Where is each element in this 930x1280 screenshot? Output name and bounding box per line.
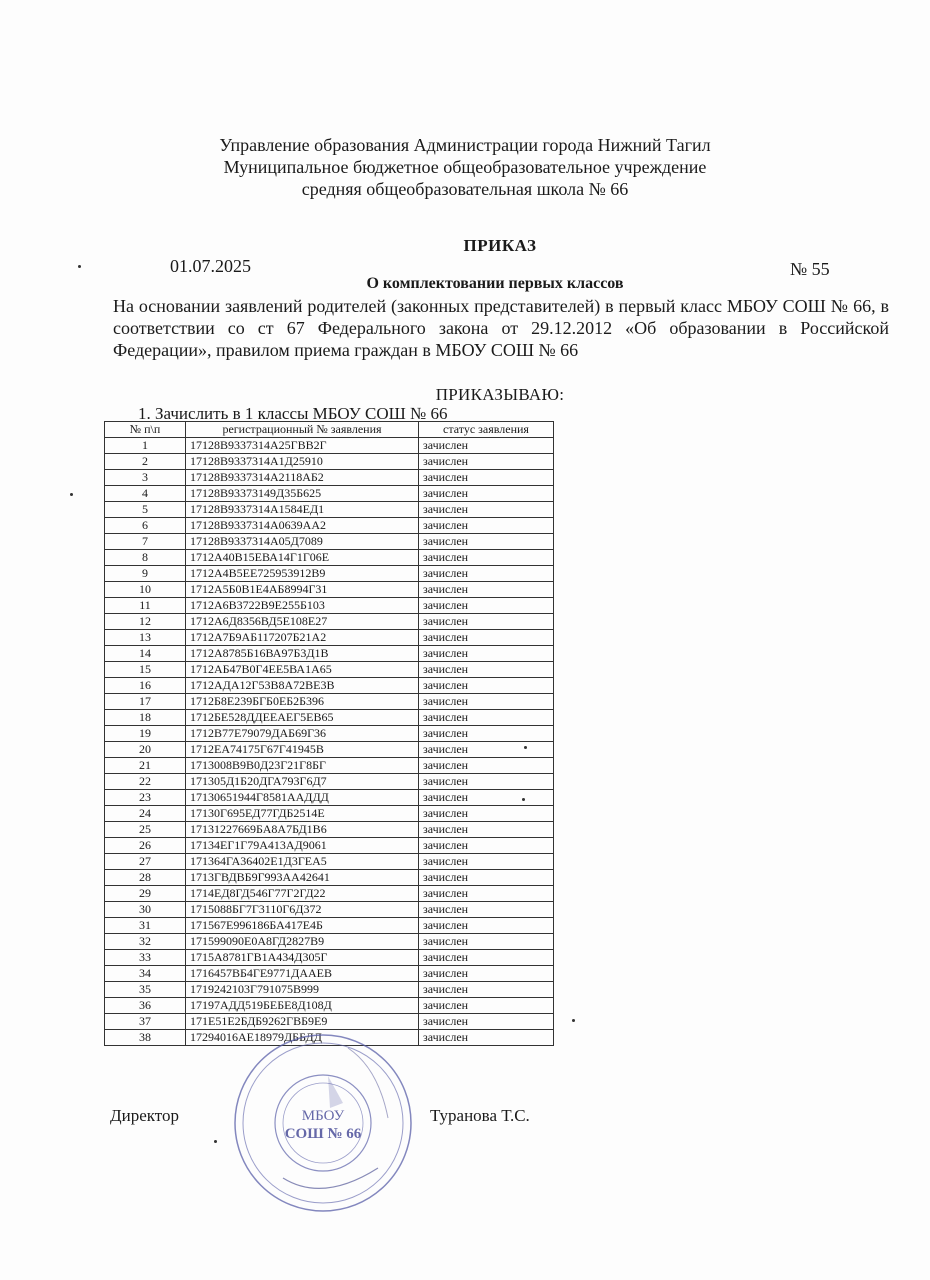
row-number: 25 <box>105 822 186 838</box>
table-row <box>105 662 554 678</box>
row-number: 14 <box>105 646 186 662</box>
table-row <box>105 966 554 982</box>
row-number: 7 <box>105 534 186 550</box>
table-row <box>105 534 554 550</box>
school-stamp-seal <box>228 1028 418 1218</box>
order-date: 01.07.2025 <box>170 256 251 276</box>
row-status: зачислен <box>419 822 554 838</box>
row-number: 30 <box>105 902 186 918</box>
table-row <box>105 774 554 790</box>
table-row <box>105 486 554 502</box>
row-status: зачислен <box>419 902 554 918</box>
table-row <box>105 694 554 710</box>
row-number: 28 <box>105 870 186 886</box>
row-registration-number: 17197АДД519БЕБЕ8Д108Д <box>186 998 419 1014</box>
table-row <box>105 742 554 758</box>
table-row <box>105 822 554 838</box>
row-registration-number: 171364ГА36402Е1Д3ГЕА5 <box>186 854 419 870</box>
row-registration-number: 1714ЕД8ГД546Г77Г2ГД22 <box>186 886 419 902</box>
row-registration-number: 1712АДА12Г53В8А72ВЕ3В <box>186 678 419 694</box>
table-row <box>105 454 554 470</box>
enrollment-table-wrapper <box>104 421 554 1046</box>
row-registration-number: 1713ГВДВБ9Г993АА42641 <box>186 870 419 886</box>
row-status: зачислен <box>419 710 554 726</box>
row-status: зачислен <box>419 1014 554 1030</box>
table-row <box>105 918 554 934</box>
row-status: зачислен <box>419 998 554 1014</box>
row-number: 37 <box>105 1014 186 1030</box>
header-status: статус заявления <box>419 422 554 438</box>
row-number: 19 <box>105 726 186 742</box>
row-status: зачислен <box>419 870 554 886</box>
row-status: зачислен <box>419 694 554 710</box>
row-number: 36 <box>105 998 186 1014</box>
row-registration-number: 17130651944Г8581ААДДД <box>186 790 419 806</box>
row-registration-number: 1712А5Б0В1Е4АБ8994Г31 <box>186 582 419 598</box>
table-row <box>105 518 554 534</box>
row-status: зачислен <box>419 662 554 678</box>
row-number: 27 <box>105 854 186 870</box>
row-status: зачислен <box>419 838 554 854</box>
row-number: 11 <box>105 598 186 614</box>
table-row <box>105 502 554 518</box>
row-status: зачислен <box>419 678 554 694</box>
row-registration-number: 1712А6В3722В9Е255Б103 <box>186 598 419 614</box>
row-registration-number: 17128В9337314А25ГВВ2Г <box>186 438 419 454</box>
row-registration-number: 17130Г695ЕД77ГДБ2514Е <box>186 806 419 822</box>
table-row <box>105 566 554 582</box>
table-row <box>105 710 554 726</box>
row-status: зачислен <box>419 646 554 662</box>
row-number: 31 <box>105 918 186 934</box>
row-status: зачислен <box>419 918 554 934</box>
table-row <box>105 790 554 806</box>
row-registration-number: 171567Е996186БА417Е4Б <box>186 918 419 934</box>
row-registration-number: 1712А6Д8356ВД5Е108Е27 <box>186 614 419 630</box>
header-number: № п\п <box>105 422 186 438</box>
row-registration-number: 1715А8781ГВ1А434Д305Г <box>186 950 419 966</box>
row-number: 6 <box>105 518 186 534</box>
row-status: зачислен <box>419 566 554 582</box>
row-registration-number: 1712Б8Е239БГБ0ЕБ2Б396 <box>186 694 419 710</box>
row-number: 8 <box>105 550 186 566</box>
row-status: зачислен <box>419 518 554 534</box>
enrollment-table <box>104 421 554 1046</box>
row-registration-number: 171Е51Е2БДБ9262ГВБ9Е9 <box>186 1014 419 1030</box>
row-registration-number: 1712А4В5ЕЕ725953912В9 <box>186 566 419 582</box>
row-status: зачислен <box>419 966 554 982</box>
row-registration-number: 1713008В9В0Д23Г21Г8БГ <box>186 758 419 774</box>
letterhead-line-1: Управление образования Администрации города Нижний Тагил <box>219 135 711 155</box>
table-row <box>105 598 554 614</box>
table-row <box>105 630 554 646</box>
row-status: зачислен <box>419 502 554 518</box>
row-status: зачислен <box>419 470 554 486</box>
row-registration-number: 17128В9337314А2118АБ2 <box>186 470 419 486</box>
table-row <box>105 838 554 854</box>
row-number: 15 <box>105 662 186 678</box>
row-number: 35 <box>105 982 186 998</box>
row-registration-number: 17128В9337314А1584ЕД1 <box>186 502 419 518</box>
row-status: зачислен <box>419 1030 554 1046</box>
table-row <box>105 950 554 966</box>
row-number: 16 <box>105 678 186 694</box>
row-registration-number: 17128В9337314А1Д25910 <box>186 454 419 470</box>
document-title: ПРИКАЗ <box>463 236 537 255</box>
row-status: зачислен <box>419 790 554 806</box>
row-number: 34 <box>105 966 186 982</box>
row-registration-number: 1715088БГ7Г3110Г6Д372 <box>186 902 419 918</box>
table-row <box>105 470 554 486</box>
scan-speck <box>78 265 81 268</box>
row-status: зачислен <box>419 758 554 774</box>
row-number: 13 <box>105 630 186 646</box>
letterhead <box>0 134 930 200</box>
row-registration-number: 1712А7Б9АБ117207Б21А2 <box>186 630 419 646</box>
row-number: 10 <box>105 582 186 598</box>
row-number: 5 <box>105 502 186 518</box>
row-status: зачислен <box>419 934 554 950</box>
order-number: № 55 <box>790 259 830 279</box>
row-number: 26 <box>105 838 186 854</box>
row-number: 22 <box>105 774 186 790</box>
row-number: 23 <box>105 790 186 806</box>
row-registration-number: 171305Д1Б20ДГА793Г6Д7 <box>186 774 419 790</box>
row-registration-number: 1712ЕА74175Г67Г41945В <box>186 742 419 758</box>
order-item-1: 1. Зачислить в 1 классы МБОУ СОШ № 66 <box>138 404 448 423</box>
row-status: зачислен <box>419 534 554 550</box>
row-number: 32 <box>105 934 186 950</box>
row-status: зачислен <box>419 550 554 566</box>
row-registration-number: 1719242103Г791075В999 <box>186 982 419 998</box>
row-number: 9 <box>105 566 186 582</box>
table-body <box>105 438 554 1046</box>
table-row <box>105 854 554 870</box>
order-basis-paragraph: На основании заявлений родителей (законных представителей) в первый класс МБОУ СОШ № 66, в соответствии со ст 67 Федерального закона от 29.12.2012 «Об образовании в Российской Федерации», правилом приема граждан в МБОУ СОШ № 66 <box>113 296 889 360</box>
row-registration-number: 17294016АЕ18979ДББДД <box>186 1030 419 1046</box>
order-subject: О комплектовании первых классов <box>366 275 624 292</box>
row-number: 2 <box>105 454 186 470</box>
row-status: зачислен <box>419 438 554 454</box>
letterhead-line-3: средняя общеобразовательная школа № 66 <box>301 179 629 199</box>
letterhead-line-2: Муниципальное бюджетное общеобразовательное учреждение <box>223 157 707 177</box>
table-row <box>105 998 554 1014</box>
table-row <box>105 582 554 598</box>
row-number: 29 <box>105 886 186 902</box>
row-status: зачислен <box>419 854 554 870</box>
row-number: 21 <box>105 758 186 774</box>
row-registration-number: 1712БЕ528ДДЕЕАЕГ5ЕВ65 <box>186 710 419 726</box>
scan-speck <box>70 493 73 496</box>
row-registration-number: 1712АБ47В0Г4ЕЕ5ВА1А65 <box>186 662 419 678</box>
scan-speck <box>522 798 525 801</box>
row-status: зачислен <box>419 486 554 502</box>
table-row <box>105 438 554 454</box>
table-row <box>105 678 554 694</box>
row-status: зачислен <box>419 982 554 998</box>
row-number: 38 <box>105 1030 186 1046</box>
scan-speck <box>524 746 527 749</box>
table-row <box>105 726 554 742</box>
row-status: зачислен <box>419 774 554 790</box>
table-row <box>105 614 554 630</box>
table-row <box>105 758 554 774</box>
row-registration-number: 17131227669БА8А7БД1В6 <box>186 822 419 838</box>
row-number: 17 <box>105 694 186 710</box>
row-number: 33 <box>105 950 186 966</box>
row-status: зачислен <box>419 726 554 742</box>
row-registration-number: 17128В93373149Д35Б625 <box>186 486 419 502</box>
row-number: 18 <box>105 710 186 726</box>
table-row <box>105 982 554 998</box>
table-row <box>105 806 554 822</box>
scan-speck <box>214 1140 217 1143</box>
scan-speck <box>572 1019 575 1022</box>
table-row <box>105 902 554 918</box>
table-row <box>105 870 554 886</box>
director-name: Туранова Т.С. <box>430 1106 530 1125</box>
table-row <box>105 934 554 950</box>
row-status: зачислен <box>419 630 554 646</box>
row-status: зачислен <box>419 582 554 598</box>
row-status: зачислен <box>419 886 554 902</box>
row-status: зачислен <box>419 806 554 822</box>
order-command: ПРИКАЗЫВАЮ: <box>435 385 565 404</box>
director-label: Директор <box>110 1106 179 1125</box>
row-registration-number: 1712А40В15ЕВА14Г1Г06Е <box>186 550 419 566</box>
row-number: 3 <box>105 470 186 486</box>
table-row <box>105 886 554 902</box>
row-registration-number: 17134ЕГ1Г79А413АД9061 <box>186 838 419 854</box>
row-registration-number: 17128В9337314А0639АА2 <box>186 518 419 534</box>
row-registration-number: 17128В9337314А05Д7089 <box>186 534 419 550</box>
row-status: зачислен <box>419 614 554 630</box>
stamp-center-line-1: МБОУ <box>301 1108 345 1124</box>
row-registration-number: 1716457ВБ4ГЕ9771ДААЕВ <box>186 966 419 982</box>
row-number: 1 <box>105 438 186 454</box>
table-row <box>105 646 554 662</box>
row-number: 20 <box>105 742 186 758</box>
row-number: 12 <box>105 614 186 630</box>
row-status: зачислен <box>419 454 554 470</box>
row-registration-number: 171599090Е0А8ГД2827В9 <box>186 934 419 950</box>
table-header-row <box>105 422 554 438</box>
row-status: зачислен <box>419 598 554 614</box>
header-registration: регистрационный № заявления <box>186 422 419 438</box>
row-registration-number: 1712В77Е79079ДАБ69Г36 <box>186 726 419 742</box>
stamp-center-line-2: СОШ № 66 <box>284 1126 362 1142</box>
row-status: зачислен <box>419 742 554 758</box>
row-number: 4 <box>105 486 186 502</box>
row-status: зачислен <box>419 950 554 966</box>
row-registration-number: 1712А8785Б16ВА97Б3Д1В <box>186 646 419 662</box>
table-row <box>105 550 554 566</box>
row-number: 24 <box>105 806 186 822</box>
